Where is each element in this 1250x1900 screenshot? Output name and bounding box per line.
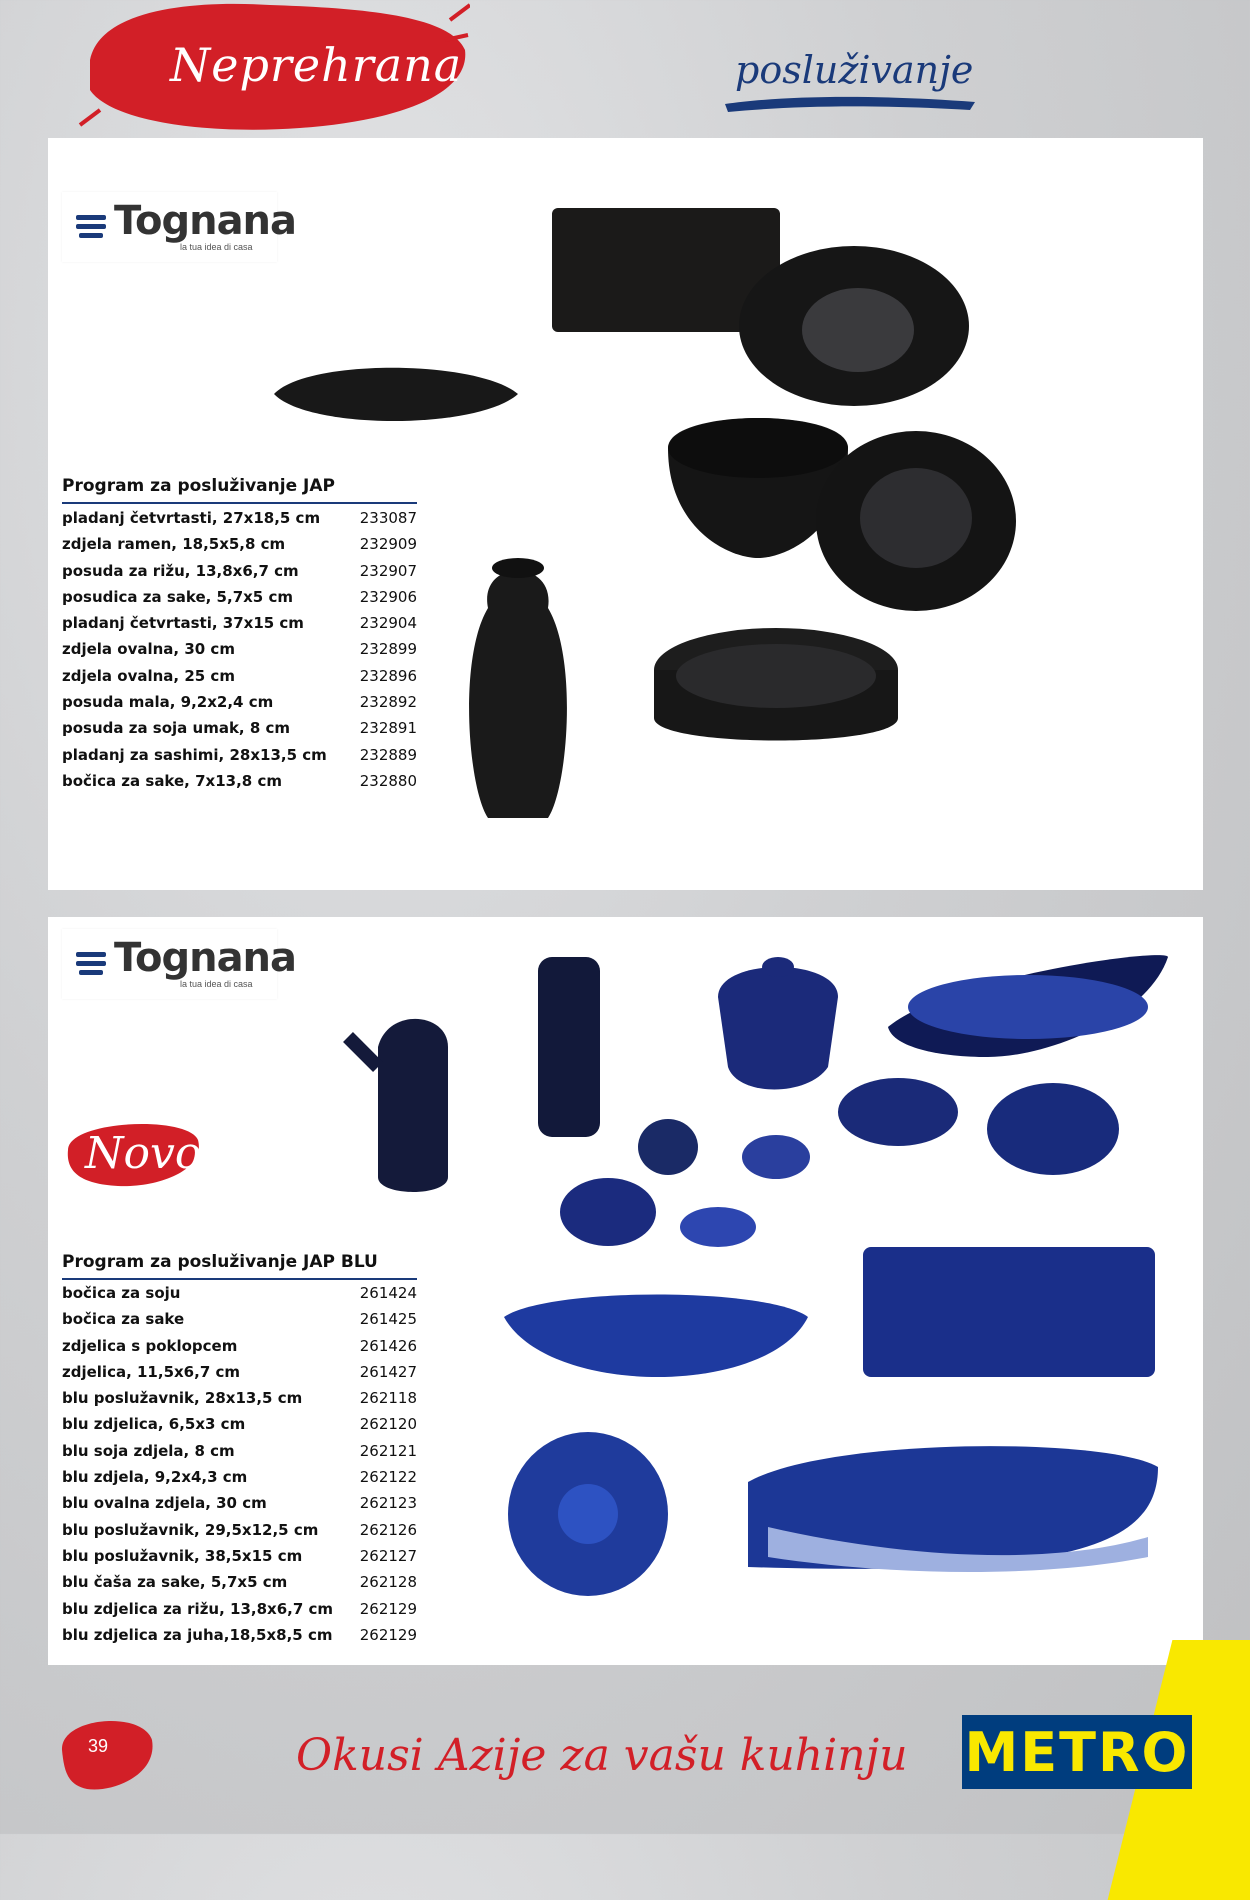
metro-logo-text: METRO xyxy=(964,1721,1190,1784)
list-item: posuda za rižu, 13,8x6,7 cm 232907 xyxy=(62,561,417,580)
list-item: pladanj četvrtasti, 37x15 cm 232904 xyxy=(62,614,417,633)
list-item: blu ovalna zdjela, 30 cm 262123 xyxy=(62,1494,417,1513)
list-item: zdjelica s poklopcem 261426 xyxy=(62,1336,417,1355)
list-item: posuda mala, 9,2x2,4 cm 232892 xyxy=(62,693,417,712)
list-item: blu soja zdjela, 8 cm 262121 xyxy=(62,1441,417,1460)
list-item: blu poslužavnik, 38,5x15 cm 262127 xyxy=(62,1546,417,1565)
list-item: blu čaša za sake, 5,7x5 cm 262128 xyxy=(62,1573,417,1592)
metro-logo xyxy=(962,1715,1192,1789)
list-item: bočica za soju 261424 xyxy=(62,1284,417,1302)
brand-tagline: la tua idea di casa xyxy=(180,242,253,252)
list-item: blu zdjelica za juha,18,5x8,5 cm 262129 xyxy=(62,1625,417,1644)
product-panel-jap xyxy=(48,138,1203,890)
product-list xyxy=(62,505,417,794)
brand-name: Tognana xyxy=(114,198,297,244)
product-panel-jap-blu xyxy=(48,917,1203,1665)
brand-tagline: la tua idea di casa xyxy=(180,979,253,989)
section-title: posluživanje xyxy=(735,48,974,92)
list-item: pladanj četvrtasti, 27x18,5 cm 233087 xyxy=(62,509,417,527)
list-item: blu poslužavnik, 29,5x12,5 cm 262126 xyxy=(62,1520,417,1539)
list-item: zdjela ovalna, 25 cm 232896 xyxy=(62,666,417,685)
list-item: blu zdjela, 9,2x4,3 cm 262122 xyxy=(62,1468,417,1487)
program-title: Program za posluživanje JAP BLU xyxy=(62,1252,417,1280)
list-item: blu zdjelica za rižu, 13,8x6,7 cm 262129 xyxy=(62,1599,417,1618)
list-item: zdjela ovalna, 30 cm 232899 xyxy=(62,640,417,659)
list-item: bočica za sake 261425 xyxy=(62,1310,417,1329)
list-item: posuda za soja umak, 8 cm 232891 xyxy=(62,719,417,738)
list-item: posudica za sake, 5,7x5 cm 232906 xyxy=(62,587,417,606)
list-item: zdjelica, 11,5x6,7 cm 261427 xyxy=(62,1362,417,1381)
list-item: blu poslužavnik, 28x13,5 cm 262118 xyxy=(62,1389,417,1408)
program-title: Program za posluživanje JAP xyxy=(62,476,417,504)
list-item: zdjela ramen, 18,5x5,8 cm 232909 xyxy=(62,535,417,554)
product-list xyxy=(62,1280,417,1648)
list-item: blu zdjelica, 6,5x3 cm 262120 xyxy=(62,1415,417,1434)
list-item: pladanj za sashimi, 28x13,5 cm 232889 xyxy=(62,745,417,764)
footer-slogan: Okusi Azije za vašu kuhinju xyxy=(296,1730,908,1781)
list-item: bočica za sake, 7x13,8 cm 232880 xyxy=(62,771,417,790)
page-number: 39 xyxy=(88,1736,109,1756)
section-underline xyxy=(720,90,980,116)
brand-name: Tognana xyxy=(114,935,297,981)
novo-badge-label: Novo xyxy=(85,1128,202,1179)
category-title: Neprehrana xyxy=(170,38,463,92)
